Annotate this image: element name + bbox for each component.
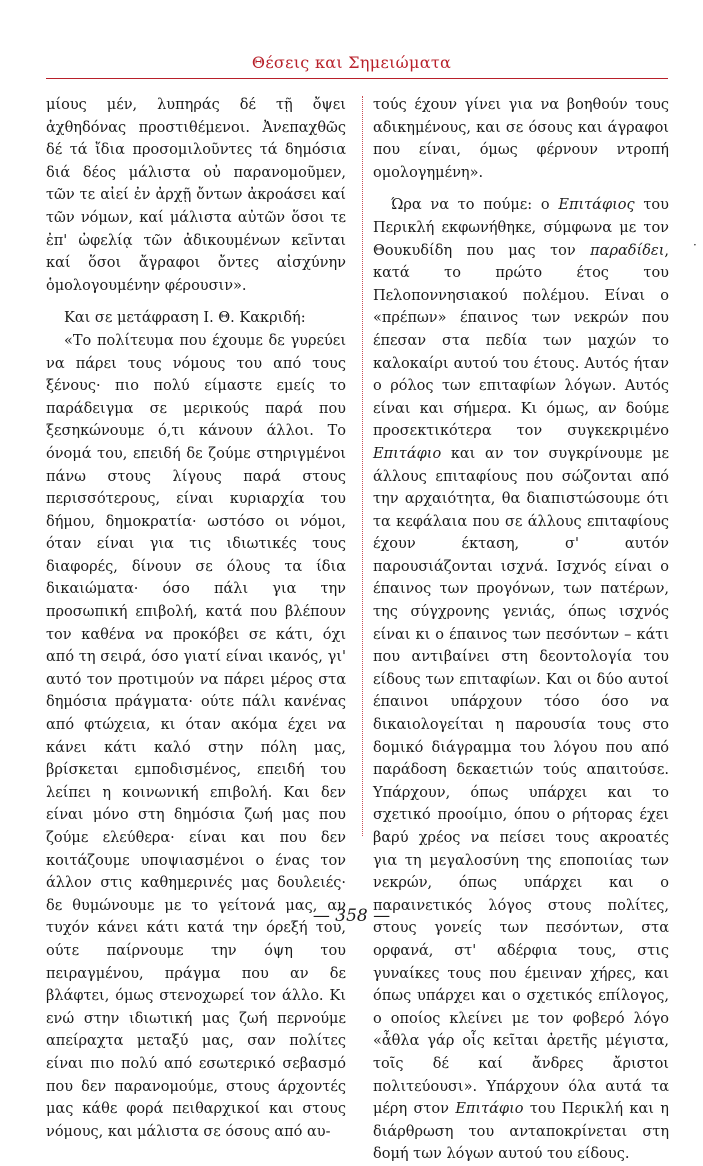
running-title: Θέσεις και Σημειώματα xyxy=(251,53,452,72)
text-run: του Περικλή και η διάρθρωση του ανταποκρίνεται στη δομή των λόγων αυτού του είδους. xyxy=(373,1101,669,1163)
translation-end-paragraph: τούς έχουν γίνει για να βοηθούν τους αδικημένους, και σε όσους και άγραφοι που είναι, όμως φέρνουν ντροπή ομολογημένη». xyxy=(373,97,669,181)
text-run: , κατά το πρώτο έτος του Πελοποννησιακού πολέμου. Είναι ο «πρέπων» έπαινος των νεκρών που έπεσαν στα πεδία των μαχών το καλοκαίρι αυτού του έτους. Αυτός ήταν ο ρόλος των επιταφίων λόγων. Αυτός είναι και σήμερα. Κι όμως, αν δούμε προσεκτικότερα τον συγκεκριμένο xyxy=(373,242,669,440)
commentary-paragraph xyxy=(373,194,669,1166)
margin-mark: · xyxy=(693,238,697,252)
header-divider xyxy=(46,78,668,79)
page-number: — 358 — xyxy=(312,906,391,926)
left-column xyxy=(46,94,346,1143)
italic-term: Επιτάφιος xyxy=(558,197,635,214)
text-run: και αν τον συγκρίνουμε με άλλους επιταφίους που σώζονται από την αρχαιότητα, θα διαπιστώσουμε ότι τα κεφάλαια που σε άλλους επιταφίους έχουν έκταση, σ' αυτόν παρουσιάζονται ισχνά. Ισχνός είναι ο έπαινος των προγόνων, των πατέρων, της σύγχρονης γενιάς, όπως ισχνός είναι κι ο έπαινος των πεσόντων – κάτι που αντιβαίνει στη δεοντολογία του είδους των επιταφίων. Και οι δύο αυτοί έπαινοι υπάρχουν τόσο όσο να δικαιολογείται η παρουσία τους στο δομικό διάγραμμα του λόγου που από παράδοση δεκαετιών τούς απαιτούσε. Υπάρχουν, όπως υπάρχει και το σχετικό προοίμιο, όπου ο ρήτορας έχει βαρύ χρέος να πείσει τους ακροατές για τη μεγαλοσύνη της εποποιίας των νεκρών, όπως υπάρχει και ο παραινετικός λόγος στους πολίτες, στους γονείς των πεσόντων, στα ορφανά, στ' αδέρφια τους, στις γυναίκες τους που έμειναν χήρες, και όπως υπάρχει και ο σχετικός επίλογος, ο οποίος κλείνει με τον φοβερό λόγο «ἆθλα γάρ οἷς κεῖται ἀρετῆς μέγιστα, τοῖς δέ καί ἄνδρες ἄριστοι πολιτεύουσι». Υπάρχουν όλα αυτά τα μέρη στον xyxy=(373,445,669,1118)
column-divider xyxy=(362,96,363,836)
right-column xyxy=(373,94,669,1166)
greek-quote-paragraph: μίους μέν, λυπηράς δέ τῇ ὄψει ἀχθηδόνας προστιθέμενοι. Ἀνεπαχθῶς δέ τά ἴδια προσομιλοῦντες τά δημόσια διά δέος μάλιστα οὐ παρανομοῦμεν, τῶν τε αἰεί ἐν ἀρχῇ ὄντων ἀκροάσει καί τῶν νόμων, καί μάλιστα αὐτῶν ὅσοι τε ἐπ' ὠφελίᾳ τῶν ἀδικουμένων κεῖνται καί ὅσοι ἄγραφοι ὄντες αἰσχύνην ὁμολογουμένην φέρουσιν». xyxy=(46,97,346,294)
translation-paragraph: «Το πολίτευμα που έχουμε δε γυρεύει να πάρει τους νόμους του από τους ξένους· πιο πολύ είμαστε εμείς το παράδειγμα σε μερικούς παρά που ξεσηκώνουμε ό,τι κάνουν άλλοι. Το όνομά του, επειδή δε ζούμε στηριγμένοι πάνω στους λίγους παρά στους περισσότερους, είναι κυριαρχία του δήμου, δημοκρατία· ωστόσο οι νόμοι, όταν είναι για τις ιδιωτικές τους διαφορές, δίνουν σε όλους τα ίδια δικαιώματα· όσο πάλι για την προσωπική επιβολή, κατά που βλέπουν τον καθένα να προκόβει σε κάτι, όχι από τη σειρά, όσο γιατί είναι ικανός, γι' αυτό τον προτιμούν να πάρει μέρος στα δημόσια πράγματα· ούτε πάλι κανένας από φτώχεια, κι όταν ακόμα έχει να κάνει κάτι καλό στην πόλη μας, βρίσκεται εμποδισμένος, επειδή του λείπει η κοινωνική επιβολή. Και δεν είναι μόνο στη δημόσια ζωή μας που ζούμε ελεύθερα· είναι και που δεν κοιτάζουμε υποψιασμένοι ο ένας τον άλλον στις καθημερινές μας δουλειές· δε θυμώνουμε με το γείτονά μας, αν τυχόν κάνει κάτι κατά την όρεξή του, ούτε παίρνουμε την όψη του πειραγμένου, πράγμα που αν δε βλάφτει, όμως στενοχωρεί τον άλλο. Κι ενώ στην ιδιωτική μας ζωή περνούμε απείραχτα μεταξύ μας, σαν πολίτες είναι πιο πολύ από εσωτερικό σεβασμό που δεν παρανομούμε, στους άρχοντές μας κάθε φορά πειθαρχικοί και στους νόμους, και μάλιστα σε όσους από αυ- xyxy=(46,332,346,1140)
text-run: Ώρα να το πούμε: ο xyxy=(391,197,559,214)
italic-term: Επιτάφιο xyxy=(373,445,442,462)
italic-term: παραδίδει xyxy=(590,242,665,259)
text-run: του Περικλή εκφωνήθηκε, σύμφωνα με τον Θουκυδίδη που μας τον xyxy=(373,197,669,259)
translation-intro: Και σε μετάφραση Ι. Θ. Κακριδή: xyxy=(64,310,306,327)
italic-term: Επιτάφιο xyxy=(455,1101,524,1118)
